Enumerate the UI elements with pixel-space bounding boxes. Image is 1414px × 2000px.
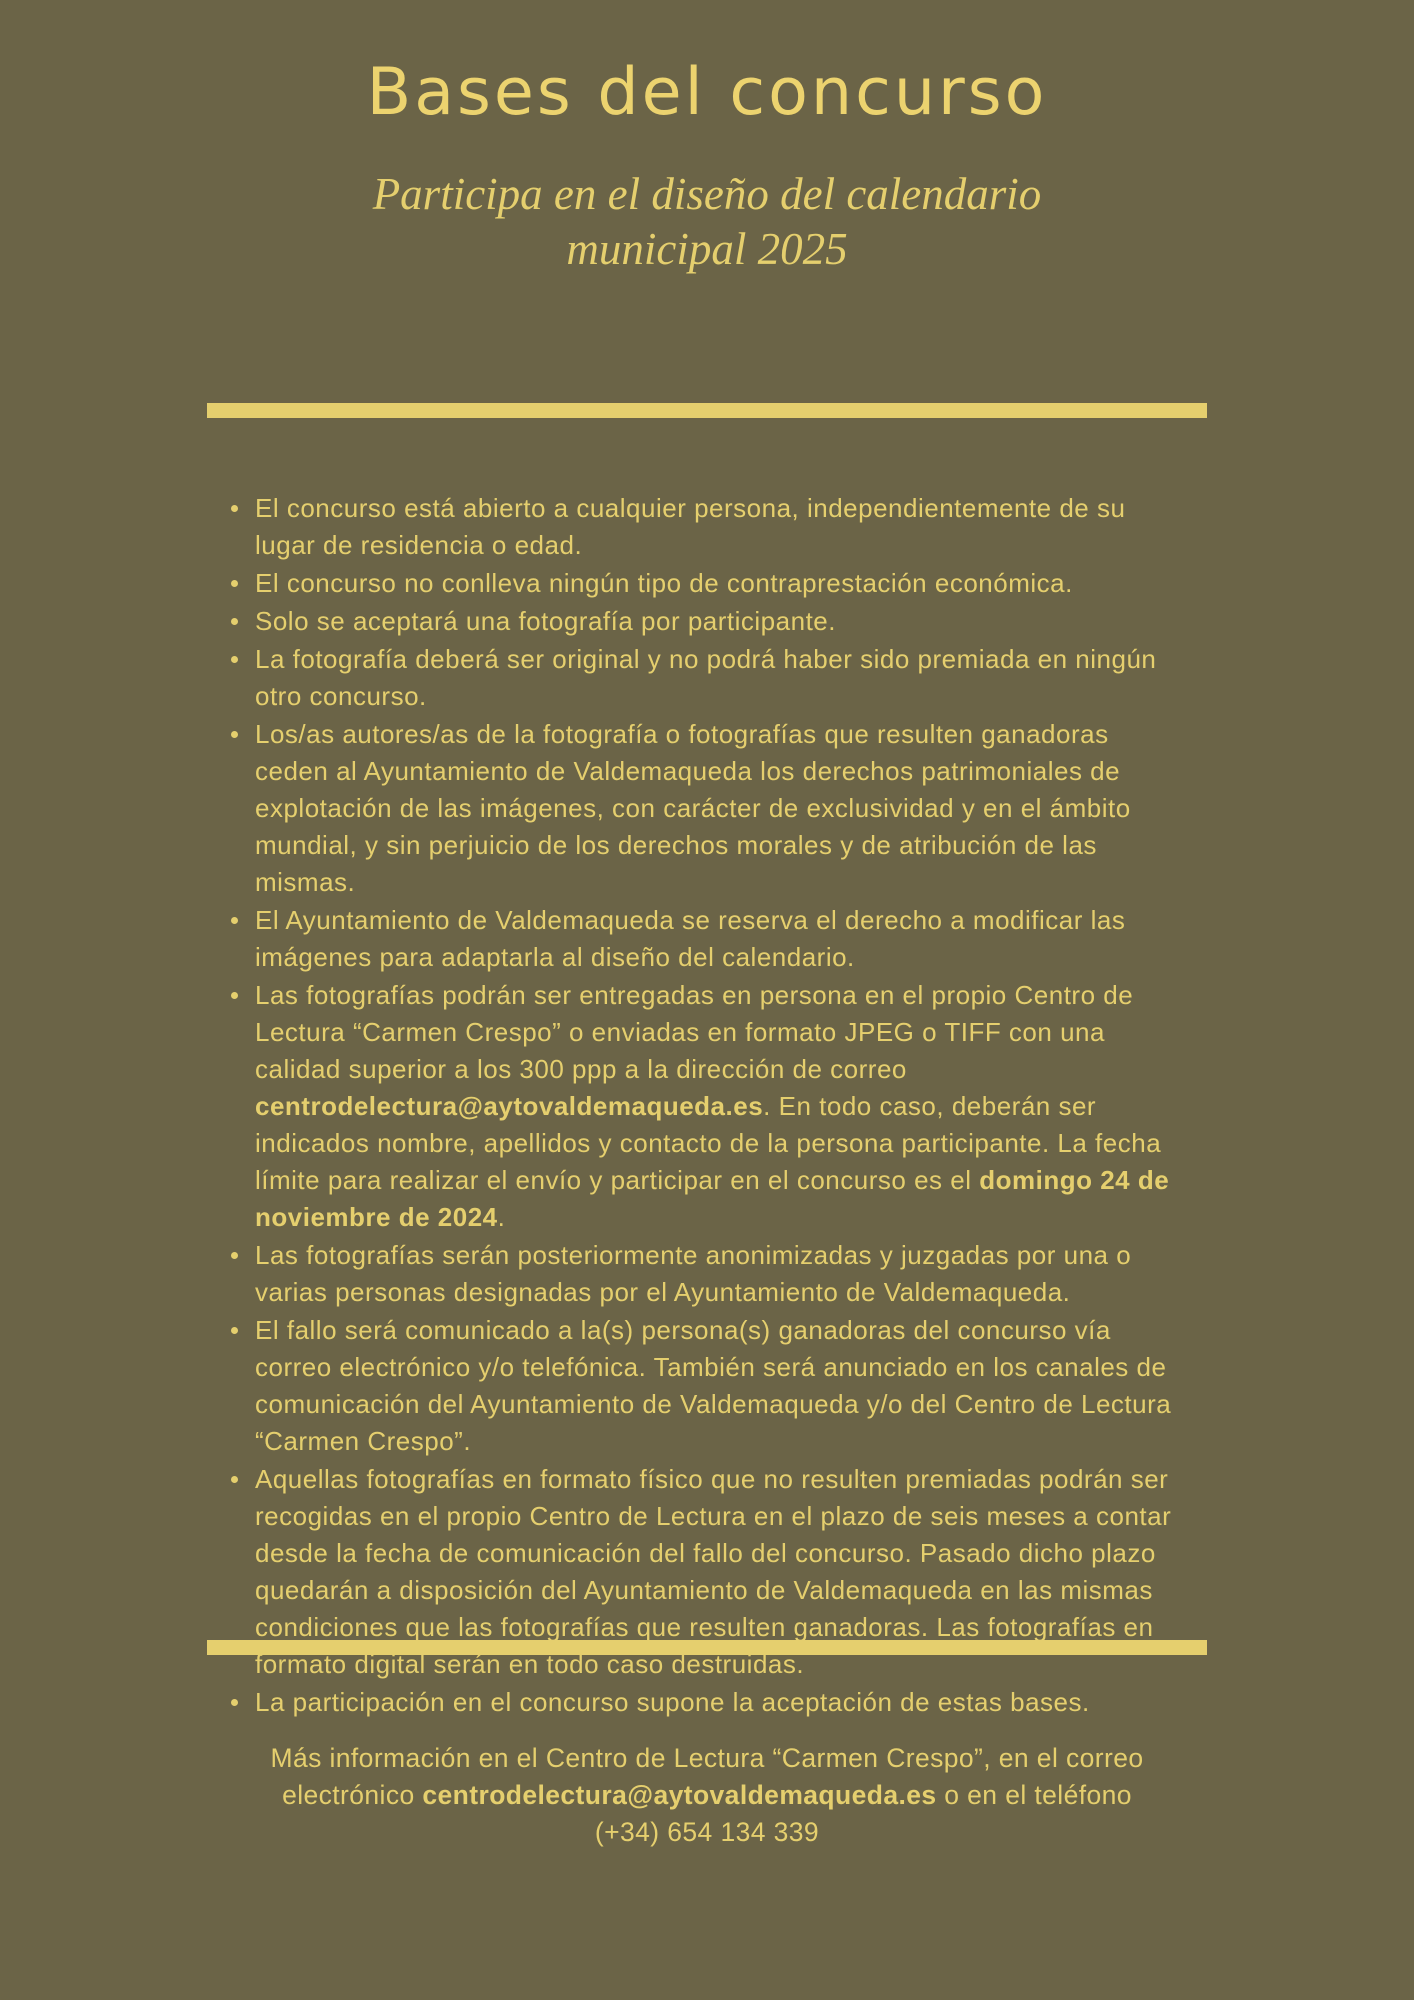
rule-text: Las fotografías podrán ser entregadas en persona en el propio Centro de Lectura “Carmen Crespo” o enviadas en formato JPEG o TIFF con una calidad superior a los 300 ppp a la dirección de correo <box>255 979 1134 1084</box>
email-address: centrodelectura@aytovaldemaqueda.es <box>255 1090 764 1121</box>
rules-list <box>227 490 1187 1717</box>
rule-item <box>227 641 1187 715</box>
footer-text: o en el teléfono (+34) 654 134 339 <box>594 1779 1132 1847</box>
rule-item <box>227 1237 1187 1311</box>
rule-text: . <box>497 1201 506 1232</box>
rule-item <box>227 1461 1187 1683</box>
page-title: Bases del concurso <box>366 55 1048 130</box>
rule-text: La fotografía deberá ser original y no podrá haber sido premiada en ningún otro concurso. <box>255 643 1157 711</box>
rule-item <box>227 603 1187 640</box>
footer-info <box>257 1740 1157 1851</box>
rule-text: El Ayuntamiento de Valdemaqueda se reserva el derecho a modificar las imágenes para adaptarla al diseño del calendario. <box>255 904 1126 972</box>
rule-item <box>227 977 1187 1236</box>
rule-item <box>227 565 1187 602</box>
subtitle-line-1: Participa en el diseño del calendario <box>372 168 1042 219</box>
footer-text: Más información en el Centro de Lectura “Carmen Crespo”, en el correo electrónico <box>270 1742 1144 1810</box>
rule-text: Aquellas fotografías en formato físico que no resulten premiadas podrán ser recogidas en el propio Centro de Lectura en el plazo de seis meses a contar desde la fecha de comunicación del fallo del concurso. Pasado dicho plazo quedarán a disposición del Ayuntamiento de Valdemaqueda en las mismas condiciones que las fotografías que resulten ganadoras. Las fotografías en formato digital serán en todo caso destruidas. <box>255 1463 1172 1679</box>
rule-text: El concurso no conlleva ningún tipo de contraprestación económica. <box>255 567 1073 598</box>
deadline-date: domingo 24 de noviembre de 2024 <box>255 1164 1170 1232</box>
page-subtitle <box>0 167 1414 277</box>
rule-item <box>227 490 1187 564</box>
rule-text: La participación en el concurso supone la aceptación de estas bases. <box>255 1686 1090 1717</box>
rule-text: Solo se aceptará una fotografía por participante. <box>255 605 836 636</box>
email-address: centrodelectura@aytovaldemaqueda.es <box>422 1779 937 1810</box>
rule-text: Los/as autores/as de la fotografía o fotografías que resulten ganadoras ceden al Ayuntamiento de Valdemaqueda los derechos patrimoniales de explotación de las imágenes, con carácter de exclusividad y en el ámbito mundial, y sin perjuicio de los derechos morales y de atribución de las mismas. <box>255 718 1131 897</box>
rule-text: El fallo será comunicado a la(s) persona(s) ganadoras del concurso vía correo electrónico y/o telefónica. También será anunciado en los canales de comunicación del Ayuntamiento de Valdemaqueda y/o del Centro de Lectura “Carmen Crespo”. <box>255 1314 1172 1456</box>
rule-item <box>227 716 1187 901</box>
rule-item <box>227 902 1187 976</box>
rule-text: . En todo caso, deberán ser indicados nombre, apellidos y contacto de la persona participante. La fecha límite para realizar el envío y participar en el concurso es el <box>255 1090 1162 1195</box>
rule-item <box>227 1312 1187 1460</box>
rule-item <box>227 1684 1187 1721</box>
rule-text: El concurso está abierto a cualquier persona, independientemente de su lugar de residencia o edad. <box>255 492 1126 560</box>
subtitle-line-2: municipal 2025 <box>566 223 848 274</box>
rule-text: Las fotografías serán posteriormente anonimizadas y juzgadas por una o varias personas designadas por el Ayuntamiento de Valdemaqueda. <box>255 1239 1132 1307</box>
divider-top <box>207 403 1207 418</box>
